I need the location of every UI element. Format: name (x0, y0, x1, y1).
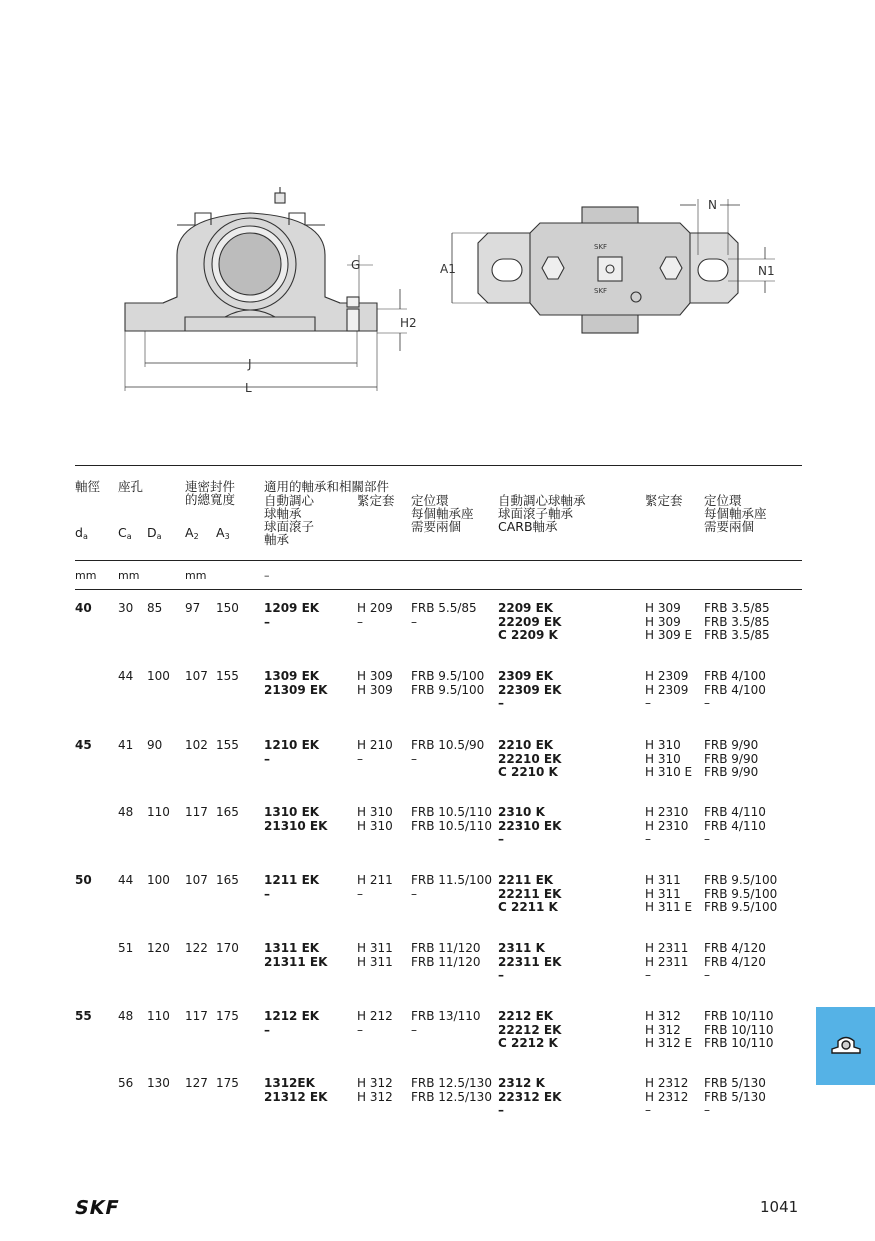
cell-r2-line: FRB 9.5/100 (704, 886, 778, 901)
cell-Da: 90 (147, 738, 163, 752)
cell-s2-line: H 2309 (645, 682, 689, 697)
cell-r1-line: FRB 10.5/110 (411, 818, 492, 833)
cell-s2-line: H 309 (645, 614, 681, 629)
cell-b2-line: 2209 EK (498, 601, 554, 615)
cell-r1-line: FRB 10.5/110 (411, 805, 492, 819)
header-sleeve-1: 緊定套 (357, 493, 395, 508)
housing-front-drawing (115, 185, 425, 395)
cell-b2-line: – (498, 696, 504, 711)
unit-shaft: mm (75, 569, 97, 582)
cell-r2-line: FRB 5/130 (704, 1089, 766, 1104)
cell-r1-line: – (411, 614, 417, 629)
cell-s1-line: H 309 (357, 682, 393, 697)
cell-r1-line: FRB 12.5/130 (411, 1089, 492, 1104)
cell-a2: 117 (185, 1009, 208, 1023)
cell-s2-line: H 2312 (645, 1076, 689, 1090)
cell-s2-line: H 2310 (645, 805, 689, 819)
cell-s2-line: H 2309 (645, 669, 689, 683)
cell-b2-line: 2212 EK (498, 1009, 554, 1023)
cell-s2-line: H 311 E (645, 900, 693, 915)
cell-a2: 117 (185, 805, 208, 819)
cell-s1-line: H 211 (357, 873, 393, 887)
cell-s2-line: – (645, 696, 651, 711)
cell-r2-line: FRB 4/120 (704, 941, 766, 955)
cell-ca: 44 (118, 873, 134, 887)
cell-s2-line: H 310 (645, 751, 681, 766)
cell-b2-line: 2211 EK (498, 873, 554, 887)
cell-a3: 150 (216, 601, 239, 615)
cell-b1-line: – (264, 751, 270, 766)
cell-a3: 165 (216, 805, 239, 819)
cell-b1-line: 1212 EK (264, 1009, 320, 1023)
marking-skf-top: SKF (594, 243, 608, 251)
cell-s2-line: H 310 (645, 738, 681, 752)
cell-s2-line: H 309 E (645, 628, 693, 643)
cell-r2-line: FRB 9.5/100 (704, 900, 778, 915)
section-tab (816, 1007, 875, 1085)
dim-L-label: L (245, 381, 252, 395)
cell-b1-line: – (264, 614, 270, 629)
cell-a3: 155 (216, 738, 239, 752)
cell-r1-line: FRB 9.5/100 (411, 682, 485, 697)
dim-J-label: J (248, 357, 252, 371)
cell-r2-line: FRB 10/110 (704, 1022, 774, 1037)
cell-b2-line: 2312 K (498, 1076, 545, 1090)
cell-a3: 175 (216, 1076, 239, 1090)
housing-icon (830, 1033, 862, 1057)
cell-ca: 48 (118, 1009, 134, 1023)
dim-G-label: G (351, 258, 361, 272)
cell-s1-line: H 309 (357, 669, 393, 683)
header-bearing-1: 自動調心 球軸承 球面滾子 軸承 (264, 493, 315, 547)
cell-s2-line: H 309 (645, 601, 681, 615)
cell-s1-line: – (357, 886, 363, 901)
cell-b2-line: C 2209 K (498, 628, 558, 643)
cell-r2-line: FRB 9/90 (704, 751, 759, 766)
header-bearing-2: 自動調心球軸承 球面滾子軸承 CARB軸承 (498, 493, 586, 534)
cell-a2: 122 (185, 941, 208, 955)
cell-Da: 100 (147, 669, 170, 683)
cell-b2-line: 22309 EK (498, 682, 562, 697)
cell-b2-line: C 2210 K (498, 765, 558, 780)
cell-s2-line: H 311 (645, 886, 681, 901)
cell-b2-line: 22210 EK (498, 751, 562, 766)
cell-ca: 56 (118, 1076, 134, 1090)
cell-a2: 102 (185, 738, 208, 752)
cell-da: 50 (75, 873, 92, 887)
cell-a3: 155 (216, 669, 239, 683)
cell-r2-line: FRB 3.5/85 (704, 601, 770, 615)
cell-r2-line: – (704, 832, 710, 847)
cell-r1-line: – (411, 1022, 417, 1037)
cell-a2: 107 (185, 669, 208, 683)
cell-s2-line: – (645, 832, 651, 847)
dim-A1-label: A1 (440, 262, 456, 276)
cell-r1-line: FRB 12.5/130 (411, 1076, 492, 1090)
cell-s2-line: H 2311 (645, 941, 689, 955)
cell-s2-line: H 311 (645, 873, 681, 887)
symbol-Da: $D_a$ (147, 525, 162, 541)
cell-s2-line: H 312 E (645, 1036, 693, 1051)
cell-s2-line: – (645, 1103, 651, 1118)
housing-top-drawing (440, 195, 780, 345)
cell-s2-line: H 2310 (645, 818, 689, 833)
cell-b1-line: – (264, 1022, 270, 1037)
cell-Da: 110 (147, 805, 170, 819)
cell-ca: 41 (118, 738, 134, 752)
cell-b1-line: – (264, 886, 270, 901)
symbol-a2: $A_2$ (185, 525, 199, 541)
cell-r2-line: – (704, 696, 710, 711)
cell-Da: 110 (147, 1009, 170, 1023)
cell-b2-line: 22211 EK (498, 886, 562, 901)
cell-da: 45 (75, 738, 92, 752)
cell-b2-line: C 2212 K (498, 1036, 558, 1051)
cell-b2-line: 22212 EK (498, 1022, 562, 1037)
symbol-a3: $A_3$ (216, 525, 230, 541)
dim-H2-label: H2 (400, 316, 417, 330)
cell-r1-line: – (411, 886, 417, 901)
cell-a3: 165 (216, 873, 239, 887)
cell-a2: 127 (185, 1076, 208, 1090)
cell-Da: 85 (147, 601, 163, 615)
cell-r2-line: FRB 3.5/85 (704, 628, 770, 643)
cell-s1-line: H 311 (357, 954, 393, 969)
page-number: 1041 (760, 1198, 799, 1216)
cell-s1-line: – (357, 1022, 363, 1037)
cell-r1-line: FRB 11/120 (411, 954, 481, 969)
cell-s2-line: H 2311 (645, 954, 689, 969)
cell-b2-line: – (498, 968, 504, 983)
cell-b1-line: 21309 EK (264, 682, 328, 697)
dim-N1-label: N1 (758, 264, 775, 278)
cell-ca: 44 (118, 669, 134, 683)
cell-s1-line: H 312 (357, 1089, 393, 1104)
cell-da: 55 (75, 1009, 92, 1023)
cell-b2-line: 22209 EK (498, 614, 562, 629)
cell-a2: 97 (185, 601, 201, 615)
cell-r2-line: FRB 9/90 (704, 765, 759, 780)
header-seat: 座孔 (118, 479, 144, 494)
cell-r2-line: FRB 4/100 (704, 682, 766, 697)
cell-r1-line: FRB 11/120 (411, 941, 481, 955)
table-units-rule (75, 589, 802, 590)
cell-s2-line: H 310 E (645, 765, 693, 780)
cell-r1-line: FRB 13/110 (411, 1009, 481, 1023)
cell-ca: 51 (118, 941, 134, 955)
cell-b1-line: 1309 EK (264, 669, 320, 683)
cell-a3: 175 (216, 1009, 239, 1023)
cell-ca: 30 (118, 601, 134, 615)
cell-r2-line: FRB 9.5/100 (704, 873, 778, 887)
cell-r1-line: FRB 5.5/85 (411, 601, 477, 615)
marking-skf-bottom: SKF (594, 287, 608, 295)
header-ring-1: 定位環 每個軸承座 需要兩個 (411, 493, 474, 534)
header-sleeve-2: 緊定套 (645, 493, 683, 508)
cell-r2-line: FRB 4/110 (704, 805, 766, 819)
unit-width: mm (185, 569, 207, 582)
cell-r2-line: – (704, 1103, 710, 1118)
cell-b2-line: – (498, 832, 504, 847)
cell-b2-line: 22311 EK (498, 954, 562, 969)
cell-b2-line: 2210 EK (498, 738, 554, 752)
cell-s1-line: H 210 (357, 738, 393, 752)
unit-seat: mm (118, 569, 140, 582)
cell-r1-line: FRB 10.5/90 (411, 738, 485, 752)
cell-r1-line: FRB 9.5/100 (411, 669, 485, 683)
cell-b1-line: 1310 EK (264, 805, 320, 819)
cell-b1-line: 21310 EK (264, 818, 328, 833)
cell-r1-line: – (411, 751, 417, 766)
cell-s1-line: H 312 (357, 1076, 393, 1090)
unit-rest: – (264, 569, 270, 582)
cell-r2-line: FRB 9/90 (704, 738, 759, 752)
header-seal-width: 連密封件 的總寬度 (185, 479, 236, 507)
cell-s2-line: H 312 (645, 1022, 681, 1037)
cell-r2-line: FRB 4/110 (704, 818, 766, 833)
cell-b2-line: 22312 EK (498, 1089, 562, 1104)
cell-s1-line: H 311 (357, 941, 393, 955)
cell-Da: 100 (147, 873, 170, 887)
cell-Da: 120 (147, 941, 170, 955)
cell-b2-line: 2309 EK (498, 669, 554, 683)
cell-b2-line: C 2211 K (498, 900, 558, 915)
cell-r2-line: FRB 5/130 (704, 1076, 766, 1090)
cell-s1-line: H 209 (357, 601, 393, 615)
cell-b1-line: 1210 EK (264, 738, 320, 752)
cell-r2-line: FRB 3.5/85 (704, 614, 770, 629)
cell-b1-line: 1312EK (264, 1076, 315, 1090)
cell-Da: 130 (147, 1076, 170, 1090)
cell-s1-line: H 212 (357, 1009, 393, 1023)
cell-b2-line: 2311 K (498, 941, 545, 955)
cell-b1-line: 1211 EK (264, 873, 320, 887)
cell-b1-line: 21311 EK (264, 954, 328, 969)
cell-s1-line: H 310 (357, 818, 393, 833)
cell-s2-line: – (645, 968, 651, 983)
cell-r2-line: FRB 4/100 (704, 669, 766, 683)
cell-s2-line: H 312 (645, 1009, 681, 1023)
cell-r2-line: – (704, 968, 710, 983)
symbol-da: $d_a$ (75, 525, 88, 541)
symbol-ca: $C_a$ (118, 525, 132, 541)
cell-r1-line: FRB 11.5/100 (411, 873, 492, 887)
cell-s1-line: – (357, 751, 363, 766)
cell-a2: 107 (185, 873, 208, 887)
header-applicable: 適用的軸承和相關部件 (264, 479, 390, 494)
cell-a3: 170 (216, 941, 239, 955)
header-shaft: 軸徑 (75, 479, 101, 494)
dim-N-label: N (708, 198, 717, 212)
skf-logo: SKF (72, 1197, 122, 1219)
cell-b2-line: 2310 K (498, 805, 545, 819)
header-ring-2: 定位環 每個軸承座 需要兩個 (704, 493, 767, 534)
cell-r2-line: FRB 10/110 (704, 1009, 774, 1023)
cell-s2-line: H 2312 (645, 1089, 689, 1104)
table-header-rule (75, 560, 802, 561)
table-top-rule (75, 465, 802, 466)
cell-b1-line: 1311 EK (264, 941, 320, 955)
cell-ca: 48 (118, 805, 134, 819)
cell-b2-line: – (498, 1103, 504, 1118)
cell-r2-line: FRB 10/110 (704, 1036, 774, 1051)
cell-b1-line: 21312 EK (264, 1089, 328, 1104)
cell-b2-line: 22310 EK (498, 818, 562, 833)
cell-r2-line: FRB 4/120 (704, 954, 766, 969)
cell-b1-line: 1209 EK (264, 601, 320, 615)
cell-da: 40 (75, 601, 92, 615)
cell-s1-line: H 310 (357, 805, 393, 819)
cell-s1-line: – (357, 614, 363, 629)
